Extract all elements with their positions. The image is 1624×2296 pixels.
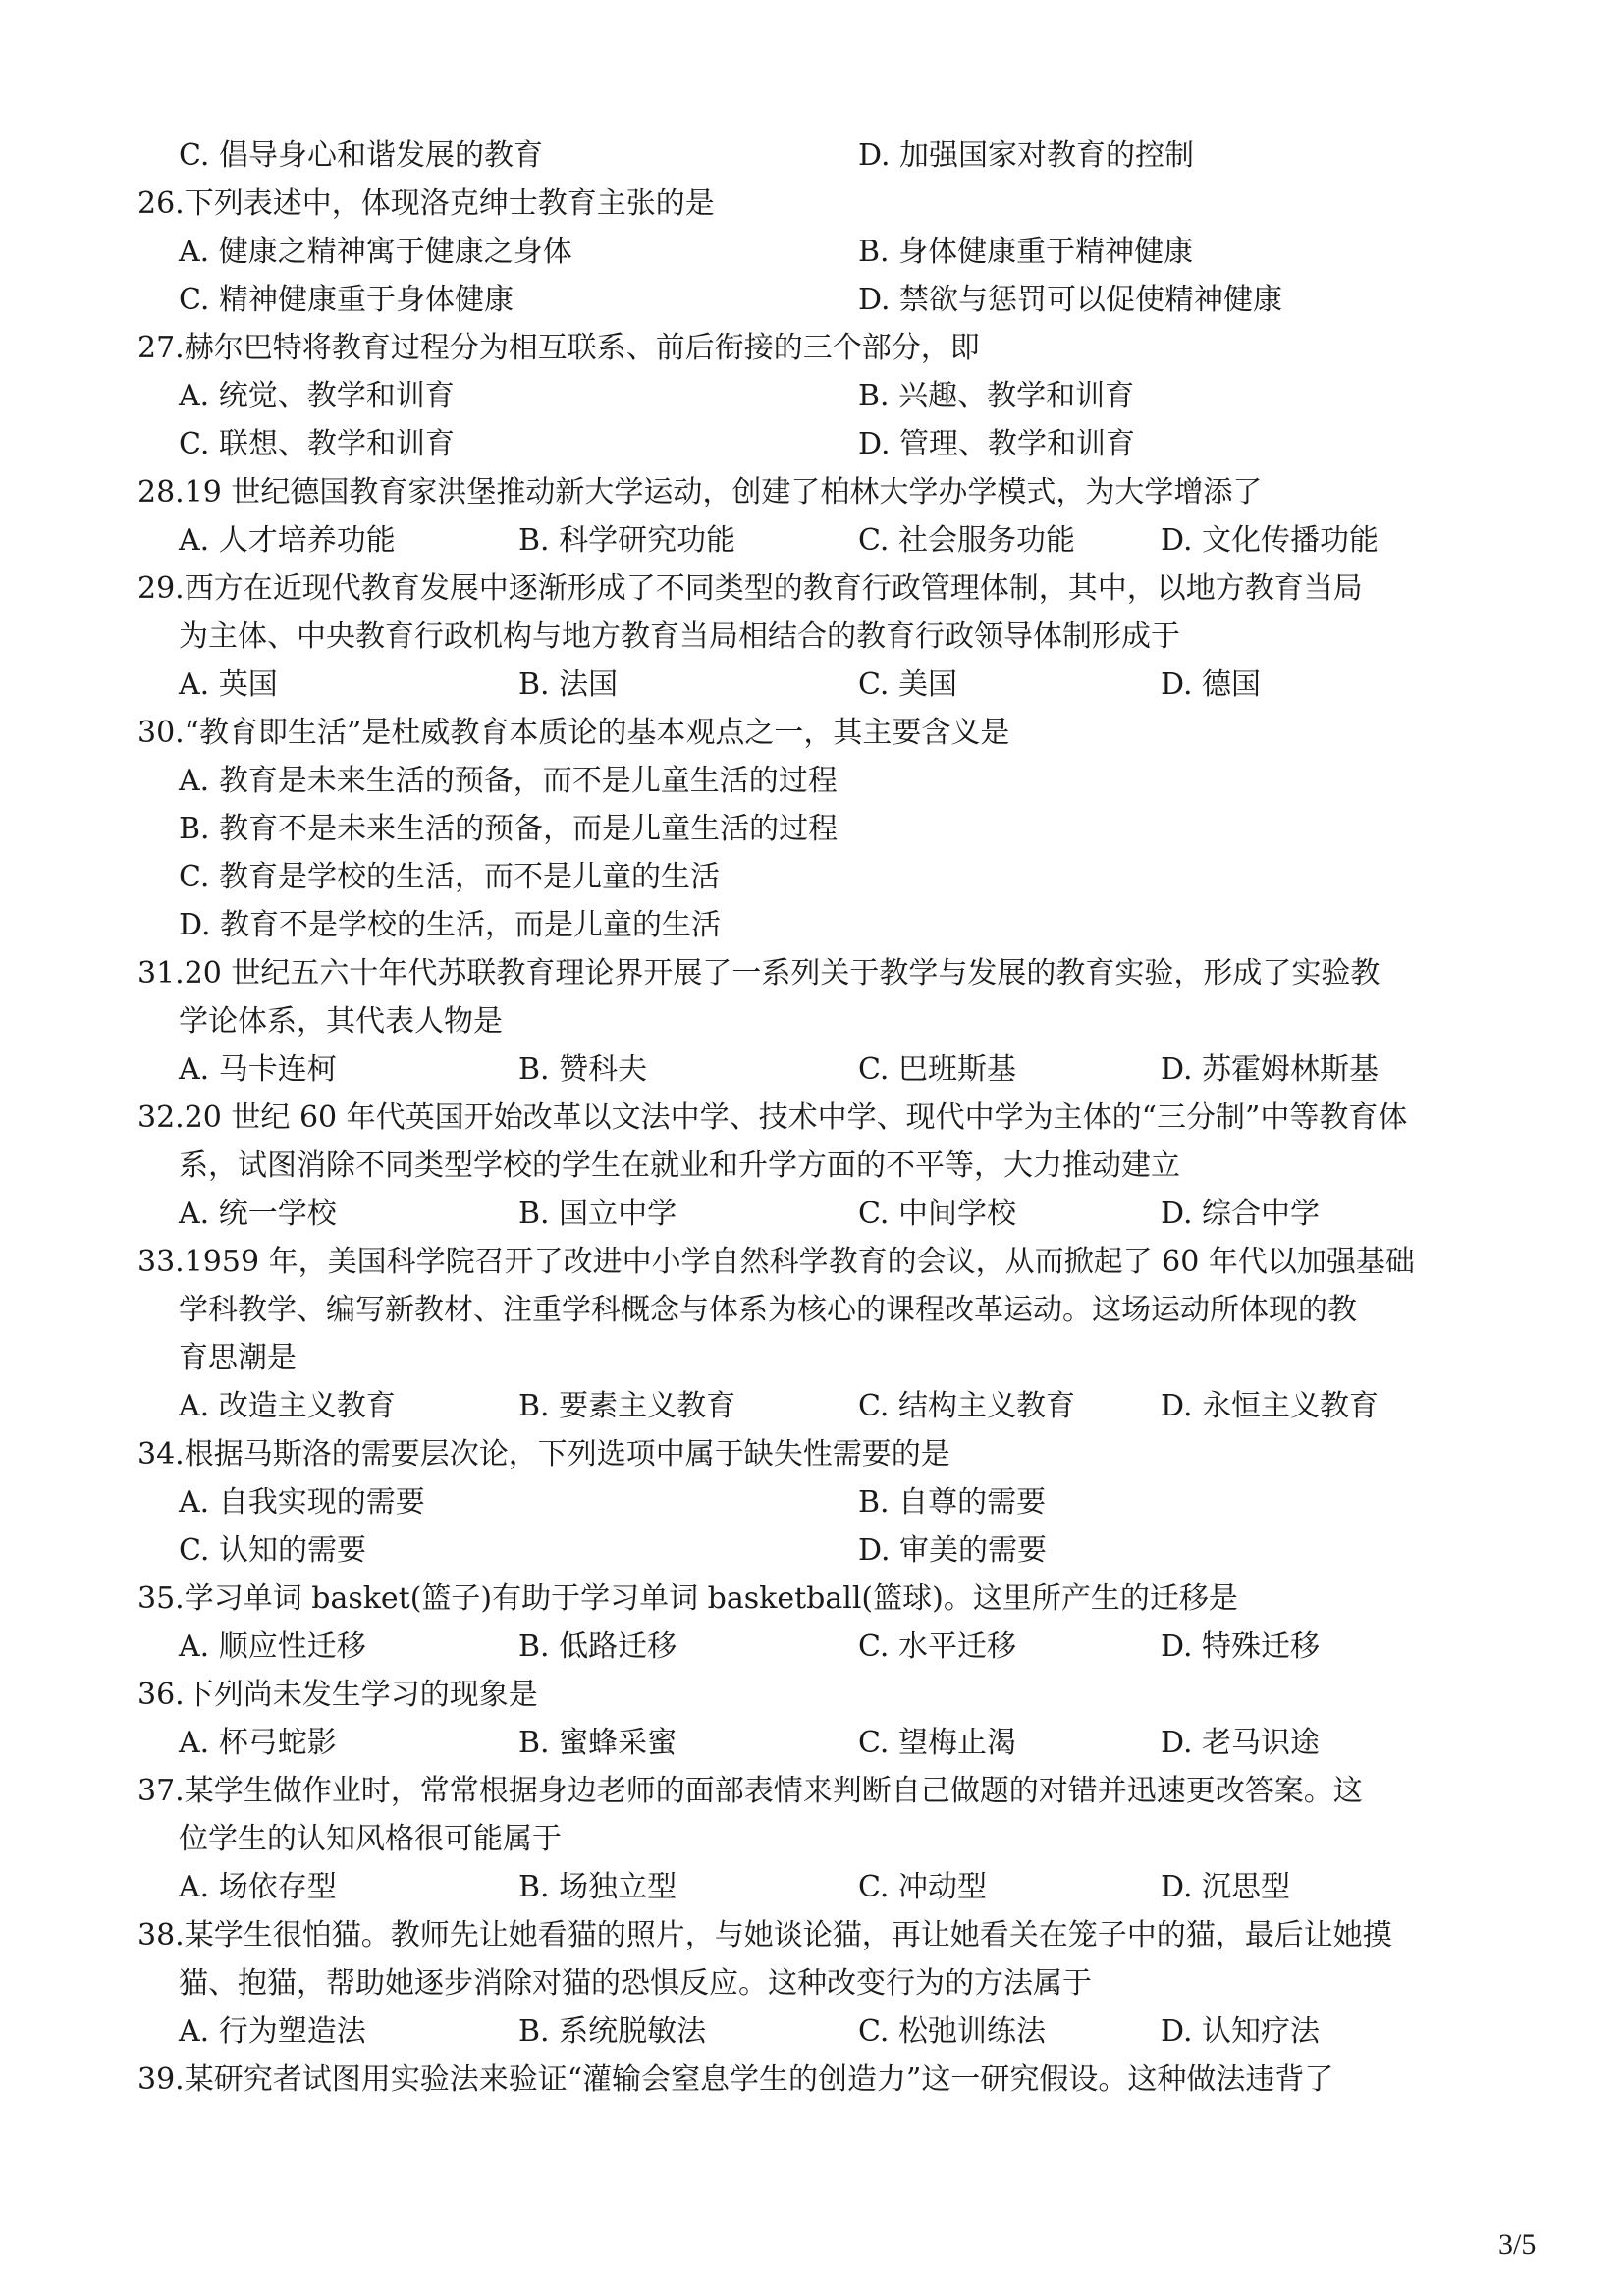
option-c: C. 教育是学校的生活，而不是儿童的生活 bbox=[179, 860, 720, 894]
question-stem: 28.19 世纪德国教育家洪堡推动新大学运动，创建了柏林大学办学模式，为大学增添了 bbox=[137, 475, 1263, 509]
question-stem: 34.根据马斯洛的需要层次论，下列选项中属于缺失性需要的是 bbox=[137, 1437, 950, 1471]
option-d: D. 特殊迁移 bbox=[1161, 1629, 1321, 1664]
question-27 bbox=[137, 324, 980, 372]
option-d: D. 管理、教学和训育 bbox=[858, 427, 1136, 461]
question-35 bbox=[137, 1575, 1238, 1623]
option-c: C. 水平迁移 bbox=[858, 1629, 1016, 1664]
option-b: B. 自尊的需要 bbox=[858, 1485, 1047, 1520]
option-b: B. 教育不是未来生活的预备，而是儿童生活的过程 bbox=[179, 812, 839, 846]
question-32 bbox=[137, 1094, 1407, 1190]
option-b: B. 科学研究功能 bbox=[518, 523, 736, 558]
option-d: D. 禁欲与惩罚可以促使精神健康 bbox=[858, 283, 1283, 317]
option-c: C. 巴班斯基 bbox=[858, 1052, 1016, 1087]
option-a: A. 杯弓蛇影 bbox=[179, 1726, 337, 1760]
option-d: D. 苏霍姆林斯基 bbox=[1161, 1052, 1380, 1087]
question-31 bbox=[137, 949, 1380, 1045]
question-stem: 35.学习单词 basket(篮子)有助于学习单词 basketball(篮球)。这里所产生的迁移是 bbox=[137, 1581, 1238, 1616]
question-stem: 39.某研究者试图用实验法来验证“灌输会窒息学生的创造力”这一研究假设。这种做法违背了 bbox=[137, 2062, 1334, 2097]
option-d: D. 审美的需要 bbox=[858, 1533, 1048, 1568]
option-a: A. 健康之精神寓于健康之身体 bbox=[179, 235, 572, 269]
option-c: C. 联想、教学和训育 bbox=[179, 427, 455, 461]
option-b: B. 法国 bbox=[518, 667, 619, 702]
option-a: A. 行为塑造法 bbox=[179, 2014, 366, 2049]
question-stem: 27.赫尔巴特将教育过程分为相互联系、前后衔接的三个部分，即 bbox=[137, 331, 980, 365]
question-stem-cont: 猫、抱猫，帮助她逐步消除对猫的恐惧反应。这种改变行为的方法属于 bbox=[179, 1966, 1092, 2001]
question-stem: 32.20 世纪 60 年代英国开始改革以文法中学、技术中学、现代中学为主体的“三分制”中等教育体 bbox=[137, 1100, 1408, 1135]
question-stem-cont: 学科教学、编写新教材、注重学科概念与体系为核心的课程改革运动。这场运动所体现的教 bbox=[179, 1293, 1357, 1327]
option-b: B. 蜜蜂采蜜 bbox=[518, 1726, 677, 1760]
question-30 bbox=[137, 709, 1009, 757]
question-26 bbox=[137, 180, 715, 228]
option-c: C. 望梅止渴 bbox=[858, 1726, 1016, 1760]
option-d: D. 综合中学 bbox=[1161, 1197, 1321, 1231]
question-29 bbox=[137, 564, 1363, 661]
option-d: D. 沉思型 bbox=[1161, 1870, 1291, 1904]
question-stem: 37.某学生做作业时，常常根据身边老师的面部表情来判断自己做题的对错并迅速更改答案。这 bbox=[137, 1774, 1363, 1808]
question-stem-cont: 学论体系，其代表人物是 bbox=[179, 1004, 503, 1039]
question-stem: 30.“教育即生活”是杜威教育本质论的基本观点之一，其主要含义是 bbox=[137, 716, 1010, 750]
option-c: C. 社会服务功能 bbox=[858, 523, 1075, 558]
option-d: D. 文化传播功能 bbox=[1161, 523, 1380, 558]
option-d: D. 教育不是学校的生活，而是儿童的生活 bbox=[179, 908, 722, 942]
option-c: C. 美国 bbox=[858, 667, 957, 702]
question-stem: 26.下列表述中，体现洛克绅士教育主张的是 bbox=[137, 187, 715, 221]
question-stem: 36.下列尚未发生学习的现象是 bbox=[137, 1678, 538, 1712]
option-c: C. 认知的需要 bbox=[179, 1533, 366, 1568]
option-a: A. 统觉、教学和训育 bbox=[179, 379, 455, 413]
option-b: B. 国立中学 bbox=[518, 1197, 677, 1231]
question-37 bbox=[137, 1767, 1363, 1863]
page-number: 3/5 bbox=[1498, 2228, 1537, 2261]
option-a: A. 马卡连柯 bbox=[179, 1052, 337, 1087]
option-c: C. 倡导身心和谐发展的教育 bbox=[179, 138, 543, 173]
question-stem-cont: 为主体、中央教育行政机构与地方教育当局相结合的教育行政领导体制形成于 bbox=[179, 619, 1180, 654]
question-33 bbox=[137, 1238, 1415, 1382]
option-b: B. 赞科夫 bbox=[518, 1052, 648, 1087]
option-a: A. 顺应性迁移 bbox=[179, 1629, 366, 1664]
option-a: A. 英国 bbox=[179, 667, 278, 702]
option-a: A. 改造主义教育 bbox=[179, 1389, 396, 1423]
question-36 bbox=[137, 1671, 538, 1719]
option-d: D. 认知疗法 bbox=[1161, 2014, 1321, 2049]
option-a: A. 教育是未来生活的预备，而不是儿童生活的过程 bbox=[179, 764, 838, 798]
option-b: B. 兴趣、教学和训育 bbox=[858, 379, 1135, 413]
option-a: A. 人才培养功能 bbox=[179, 523, 396, 558]
option-d: D. 永恒主义教育 bbox=[1161, 1389, 1380, 1423]
option-a: A. 自我实现的需要 bbox=[179, 1485, 425, 1520]
question-stem: 31.20 世纪五六十年代苏联教育理论界开展了一系列关于教学与发展的教育实验，形成了实验教 bbox=[137, 956, 1380, 990]
question-34 bbox=[137, 1430, 950, 1478]
question-stem: 33.1959 年，美国科学院召开了改进中小学自然科学教育的会议，从而掀起了 60 年代以加强基础 bbox=[137, 1245, 1415, 1279]
option-c: C. 中间学校 bbox=[858, 1197, 1016, 1231]
option-d: D. 德国 bbox=[1161, 667, 1262, 702]
option-c: C. 结构主义教育 bbox=[858, 1389, 1075, 1423]
option-b: B. 系统脱敏法 bbox=[518, 2014, 707, 2049]
option-b: B. 身体健康重于精神健康 bbox=[858, 235, 1194, 269]
option-a: A. 场依存型 bbox=[179, 1870, 337, 1904]
option-d: D. 老马识途 bbox=[1161, 1726, 1321, 1760]
question-28 bbox=[137, 468, 1262, 516]
option-b: B. 要素主义教育 bbox=[518, 1389, 736, 1423]
question-stem-cont: 育思潮是 bbox=[179, 1341, 297, 1375]
option-c: C. 冲动型 bbox=[858, 1870, 987, 1904]
option-d: D. 加强国家对教育的控制 bbox=[858, 138, 1195, 173]
question-stem-cont: 位学生的认知风格很可能属于 bbox=[179, 1822, 562, 1856]
question-stem: 29.西方在近现代教育发展中逐渐形成了不同类型的教育行政管理体制，其中，以地方教育当局 bbox=[137, 571, 1363, 606]
option-c: C. 精神健康重于身体健康 bbox=[179, 283, 514, 317]
question-38 bbox=[137, 1911, 1392, 2007]
option-a: A. 统一学校 bbox=[179, 1197, 337, 1231]
option-c: C. 松弛训练法 bbox=[858, 2014, 1046, 2049]
question-39 bbox=[137, 2056, 1333, 2104]
options-q30 bbox=[179, 757, 838, 949]
option-b: B. 低路迁移 bbox=[518, 1629, 677, 1664]
question-stem-cont: 系，试图消除不同类型学校的学生在就业和升学方面的不平等，大力推动建立 bbox=[179, 1148, 1180, 1183]
question-stem: 38.某学生很怕猫。教师先让她看猫的照片，与她谈论猫，再让她看关在笼子中的猫，最后让她摸 bbox=[137, 1918, 1392, 1952]
option-b: B. 场独立型 bbox=[518, 1870, 677, 1904]
